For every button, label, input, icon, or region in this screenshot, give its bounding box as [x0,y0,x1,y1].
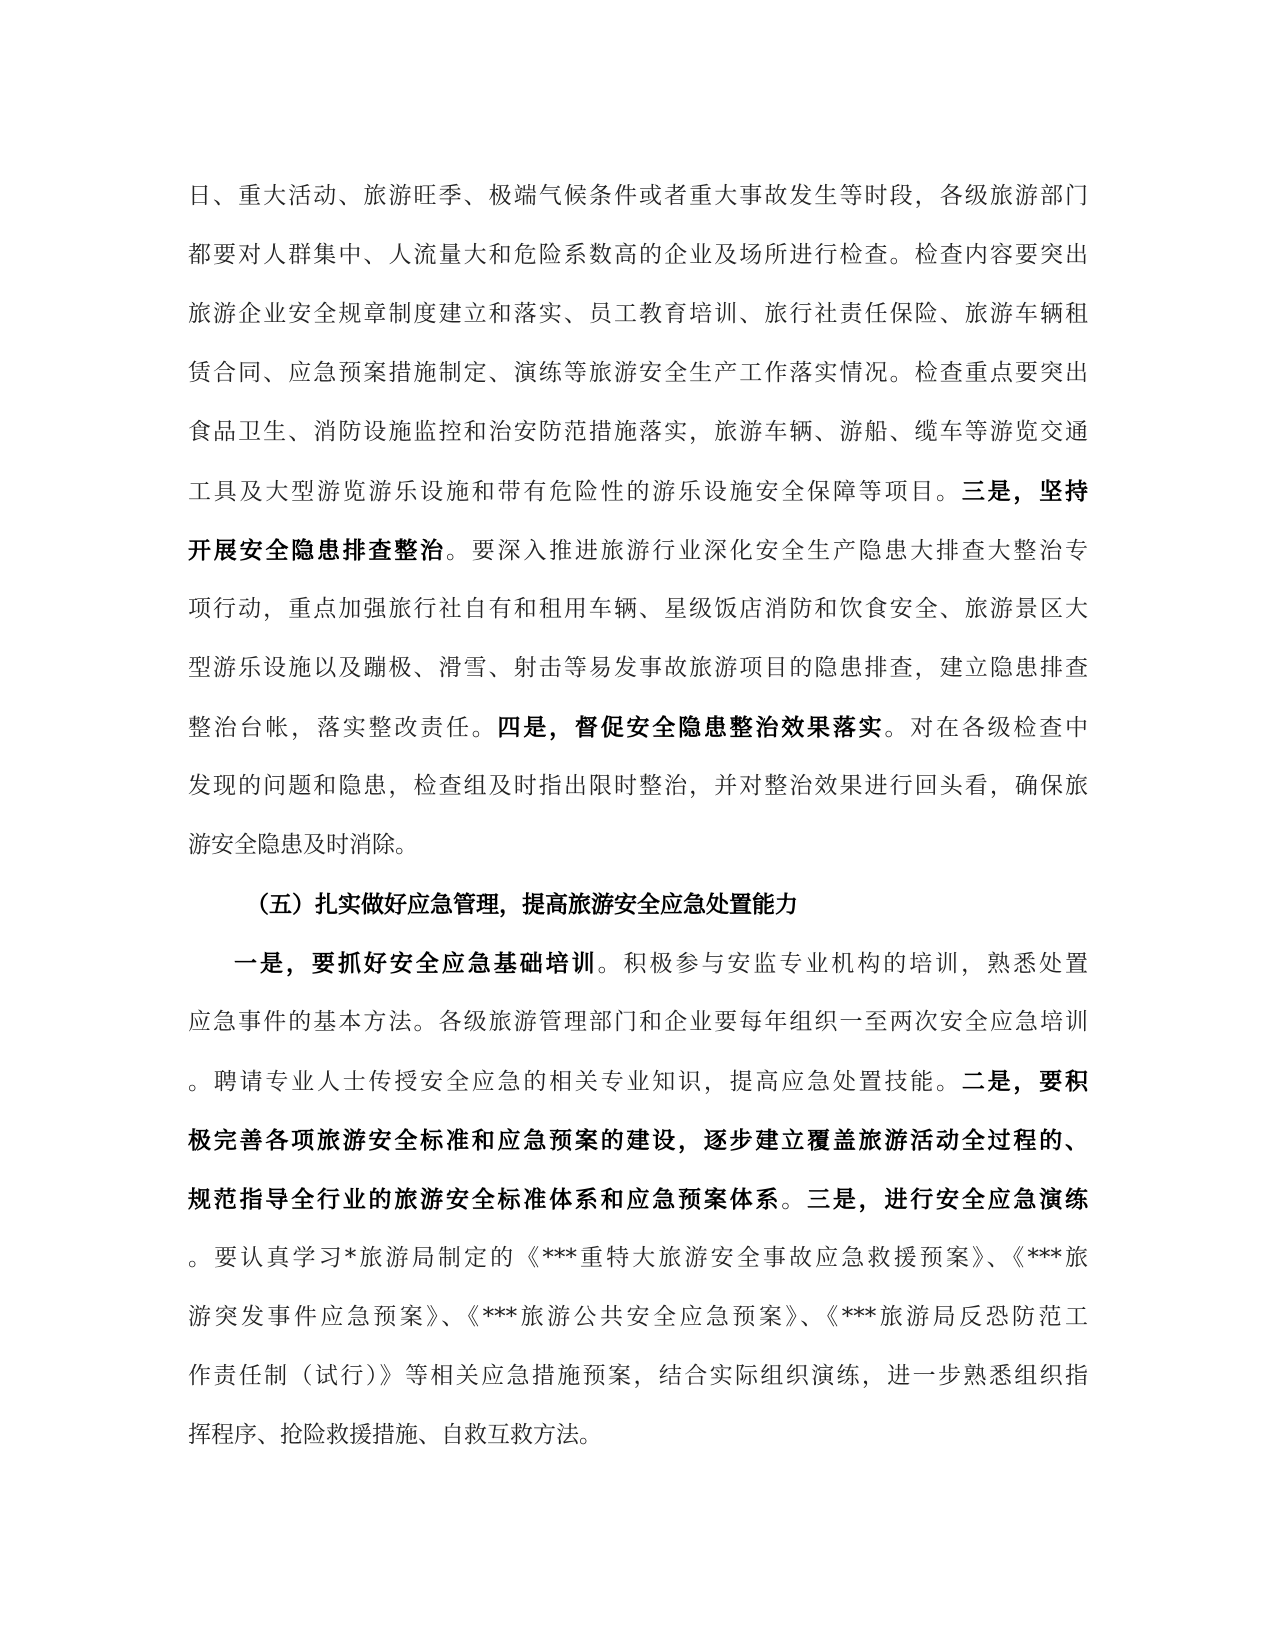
section-heading-text: （五）扎实做好应急管理，提高旅游安全应急处置能力 [246,891,798,918]
paragraph-line [188,1111,1088,1170]
paragraph-line: 食品卫生、消防设施监控和治安防范措施落实，旅游车辆、游船、缆车等游览交通 [188,419,1088,445]
bold-emphasis-text: 开展安全隐患排查整治 [188,537,446,564]
paragraph-line [188,462,1088,521]
paragraph-line [188,698,1088,757]
section-heading [188,875,1088,934]
paragraph-line: 发现的问题和隐患，检查组及时指出限时整治，并对整治效果进行回头看，确保旅 [188,773,1088,799]
bold-emphasis-text: 一是，要抓好安全应急基础培训 [234,950,598,977]
paragraph-line: 应急事件的基本方法。各级旅游管理部门和企业要每年组织一至两次安全应急培训 [188,1009,1088,1035]
document-body [188,167,1088,1465]
bold-emphasis-text: 三是，坚持 [961,478,1088,505]
bold-emphasis-text: 极完善各项旅游安全标准和应急预案的建设，逐步建立覆盖旅游活动全过程的、 [188,1127,1088,1154]
paragraph-line [188,521,1088,580]
paragraph-text: 整治台帐，落实整改责任。 [188,715,498,741]
paragraph-text: 。 [781,1187,808,1213]
paragraph-line: 。要认真学习*旅游局制定的《***重特大旅游安全事故应急救援预案》、《***旅 [188,1245,1088,1271]
paragraph-line: 旅游企业安全规章制度建立和落实、员工教育培训、旅行社责任保险、旅游车辆租 [188,301,1088,327]
paragraph-line: 赁合同、应急预案措施制定、演练等旅游安全生产工作落实情况。检查重点要突出 [188,360,1088,386]
paragraph-text: 。对在各级检查中 [884,715,1088,741]
paragraph-text: 。要深入推进旅游行业深化安全生产隐患大排查大整治专 [445,538,1088,564]
paragraph-line: 挥程序、抢险救援措施、自救互救方法。 [188,1422,602,1448]
paragraph-line [188,1052,1088,1111]
paragraph-line: 型游乐设施以及蹦极、滑雪、射击等易发事故旅游项目的隐患排查，建立隐患排查 [188,655,1088,681]
paragraph-line: 游突发事件应急预案》、《***旅游公共安全应急预案》、《***旅游局反恐防范工 [188,1304,1088,1330]
paragraph-line: 项行动，重点加强旅行社自有和租用车辆、星级饭店消防和饮食安全、旅游景区大 [188,596,1088,622]
bold-emphasis-text: 规范指导全行业的旅游安全标准体系和应急预案体系 [188,1186,782,1213]
bold-emphasis-text: 四是，督促安全隐患整治效果落实 [497,714,885,741]
paragraph-text: 。积极参与安监专业机构的培训，熟悉处置 [597,951,1088,977]
paragraph-text: 。聘请专业人士传授安全应急的相关专业知识，提高应急处置技能。 [188,1069,962,1095]
bold-emphasis-text: 三是，进行安全应急演练 [807,1186,1088,1213]
paragraph-line: 日、重大活动、旅游旺季、极端气候条件或者重大事故发生等时段，各级旅游部门 [188,183,1088,209]
paragraph-line: 作责任制（试行）》等相关应急措施预案，结合实际组织演练，进一步熟悉组织指 [188,1363,1088,1389]
paragraph-text: 工具及大型游览游乐设施和带有危险性的游乐设施安全保障等项目。 [188,479,962,505]
paragraph-line: 游安全隐患及时消除。 [188,832,418,858]
paragraph-line [188,934,1088,993]
paragraph-line: 都要对人群集中、人流量大和危险系数高的企业及场所进行检查。检查内容要突出 [188,242,1088,268]
bold-emphasis-text: 二是，要积 [961,1068,1088,1095]
paragraph-line [188,1170,1088,1229]
